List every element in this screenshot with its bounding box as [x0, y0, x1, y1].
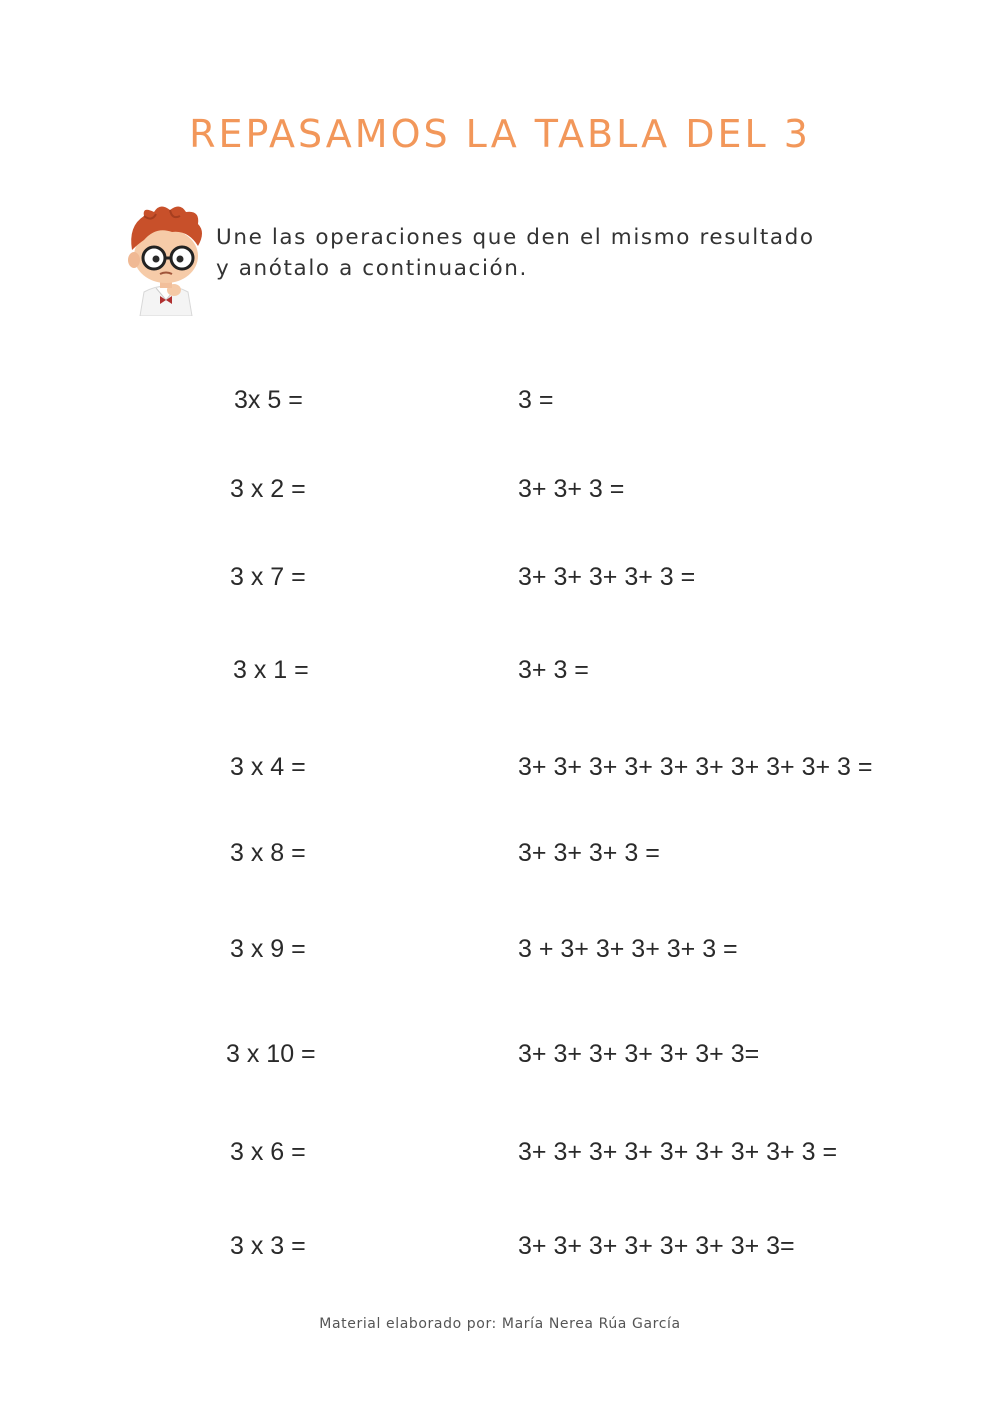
- page-title: REPASAMOS LA TABLA DEL 3: [189, 112, 811, 156]
- instructions-text: [216, 222, 876, 284]
- right-operation-2: 3+ 3+ 3 =: [518, 475, 625, 503]
- cartoon-boy-with-glasses-icon: [122, 200, 210, 316]
- right-operation-6: 3+ 3+ 3+ 3 =: [518, 839, 660, 867]
- right-operation-7: 3 + 3+ 3+ 3+ 3+ 3 =: [518, 935, 738, 963]
- right-operation-10: 3+ 3+ 3+ 3+ 3+ 3+ 3+ 3=: [518, 1232, 795, 1260]
- left-operation-8: 3 x 10 =: [226, 1040, 316, 1068]
- left-operation-2: 3 x 2 =: [230, 475, 306, 503]
- left-operation-1: 3x 5 =: [234, 386, 303, 414]
- right-operation-5: 3+ 3+ 3+ 3+ 3+ 3+ 3+ 3+ 3+ 3 =: [518, 753, 873, 781]
- instructions-line-1: Une las operaciones que den el mismo resultado: [216, 225, 815, 250]
- left-operation-9: 3 x 6 =: [230, 1138, 306, 1166]
- left-operation-4: 3 x 1 =: [233, 656, 309, 684]
- left-operation-3: 3 x 7 =: [230, 563, 306, 591]
- left-operation-5: 3 x 4 =: [230, 753, 306, 781]
- right-operation-4: 3+ 3 =: [518, 656, 589, 684]
- left-operation-6: 3 x 8 =: [230, 839, 306, 867]
- right-operation-9: 3+ 3+ 3+ 3+ 3+ 3+ 3+ 3+ 3 =: [518, 1138, 838, 1166]
- right-operation-3: 3+ 3+ 3+ 3+ 3 =: [518, 563, 696, 591]
- left-operation-7: 3 x 9 =: [230, 935, 306, 963]
- right-operation-8: 3+ 3+ 3+ 3+ 3+ 3+ 3=: [518, 1040, 760, 1068]
- instructions-line-2: y anótalo a continuación.: [216, 256, 528, 281]
- right-operation-1: 3 =: [518, 386, 554, 414]
- left-operation-10: 3 x 3 =: [230, 1232, 306, 1260]
- footer-credit: Material elaborado por: María Nerea Rúa García: [319, 1316, 681, 1332]
